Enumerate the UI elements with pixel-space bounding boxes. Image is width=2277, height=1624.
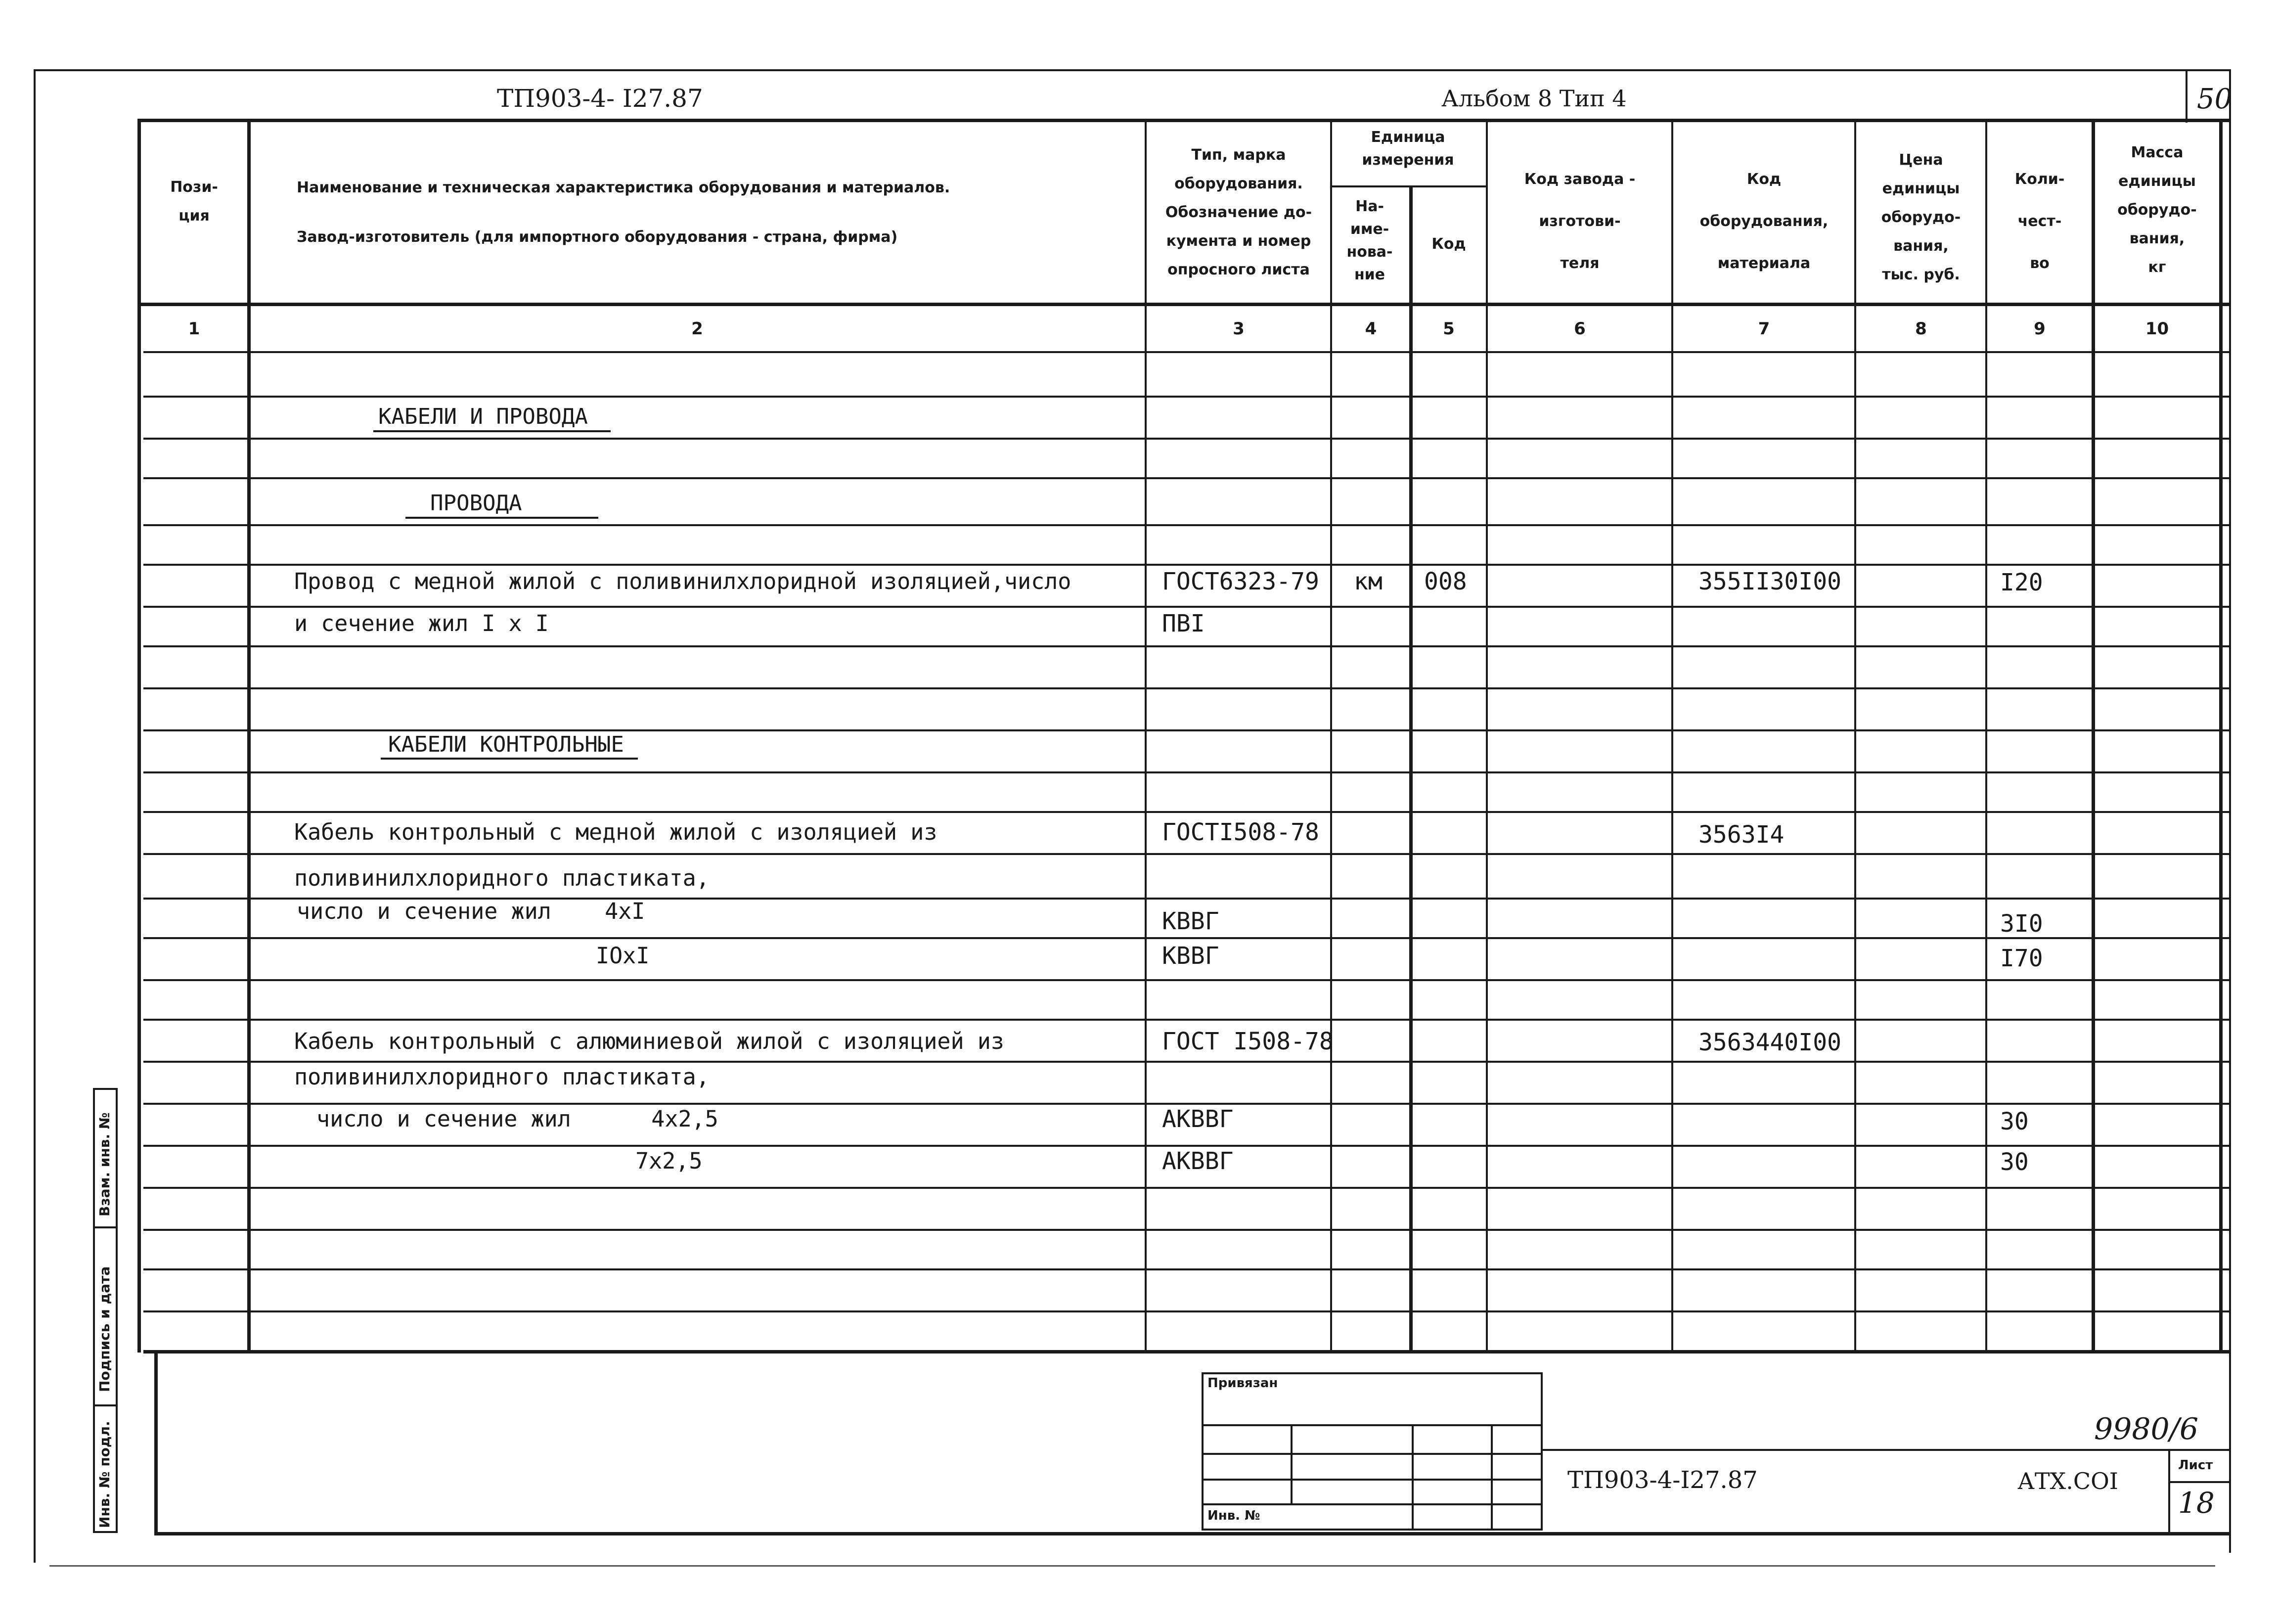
- item-name: 7x2,5: [635, 1148, 703, 1174]
- item-type: ГОСТ I508-78: [1162, 1028, 1334, 1055]
- row-line: [143, 645, 2229, 647]
- inv-number-label: Инв. №: [1207, 1508, 1260, 1523]
- title-block-left: [154, 1350, 158, 1533]
- table-top: [137, 119, 2229, 122]
- frame-left: [34, 69, 36, 1563]
- row-line: [143, 1268, 2229, 1270]
- colnum-bottom: [143, 351, 2229, 353]
- header-unit: Единица измерения: [1362, 129, 1454, 169]
- row-line: [143, 606, 2229, 608]
- header-position: Пози- ция: [170, 179, 218, 225]
- col-number: 2: [691, 319, 703, 339]
- stamp-top: [1543, 1449, 2229, 1451]
- privyazan-label: Привязан: [1207, 1376, 1278, 1391]
- section-underline: [405, 517, 598, 519]
- item-name: Кабель контрольный с медной жилой с изоляцией из: [294, 819, 938, 845]
- title-block-bottom: [154, 1532, 2229, 1535]
- col-line: [1985, 119, 1987, 1353]
- row-line: [143, 979, 2229, 981]
- section-title-cables-wires: КАБЕЛИ И ПРОВОДА: [378, 404, 588, 429]
- col-number: 9: [2034, 319, 2046, 339]
- item-unit: км: [1354, 568, 1383, 595]
- item-type: КВВГ: [1162, 907, 1219, 935]
- item-type: АКВВГ: [1162, 1105, 1234, 1133]
- frame-right: [2229, 69, 2231, 1553]
- col-line: [1486, 119, 1488, 1353]
- col-line: [2092, 119, 2095, 1353]
- frame-top: [34, 69, 2229, 71]
- header-price: Цена единицы оборудо- вания, тыс. руб.: [1881, 151, 1961, 283]
- col-line-right: [2219, 119, 2223, 1353]
- col-line: [1671, 119, 1673, 1353]
- page-number: 50: [2197, 83, 2232, 115]
- col-number: 3: [1233, 319, 1245, 339]
- col-number: 1: [188, 319, 200, 339]
- col-number: 4: [1365, 319, 1377, 339]
- item-type: ПВI: [1162, 610, 1205, 637]
- item-type: ГОСТ6323-79: [1162, 568, 1319, 595]
- row-line: [143, 687, 2229, 689]
- row-line: [143, 771, 2229, 773]
- row-line: [143, 853, 2229, 855]
- col-line: [1330, 119, 1332, 1353]
- item-material-code: 3563I4: [1698, 821, 1785, 849]
- col-number: 7: [1758, 319, 1770, 339]
- row-line: [143, 1103, 2229, 1105]
- col-line: [1145, 119, 1147, 1353]
- row-line: [143, 564, 2229, 566]
- row-line: [143, 477, 2229, 479]
- row-line: [143, 1061, 2229, 1063]
- header-type: Тип, марка оборудования. Обозначение до- кумента и номер опросного листа: [1165, 146, 1312, 278]
- item-name: поливинилхлоридного пластиката,: [294, 865, 710, 891]
- item-material-code: 3563440I00: [1698, 1029, 1841, 1056]
- section-underline: [381, 758, 638, 760]
- col-number: 6: [1574, 319, 1586, 339]
- item-quantity: 3I0: [2000, 910, 2043, 938]
- header-mass: Масса единицы оборудо- вания, кг: [2117, 144, 2197, 276]
- side-label-podpis: Подпись и дата: [96, 1266, 113, 1392]
- item-name: число и сечение жил 4x2,5: [316, 1106, 718, 1132]
- page-num-box-left: [2186, 69, 2188, 123]
- col-number: 10: [2145, 319, 2169, 339]
- item-type: АКВВГ: [1162, 1147, 1234, 1175]
- header-unit-name: На- име- нова- ние: [1346, 198, 1393, 283]
- row-line: [143, 811, 2229, 813]
- page-bottom-edge: [49, 1565, 2215, 1567]
- header-quantity: Коли- чест- во: [2014, 171, 2065, 272]
- header-maker-code: Код завода - изготови- теля: [1524, 171, 1636, 272]
- item-quantity: I70: [2000, 945, 2043, 972]
- row-line: [143, 1019, 2229, 1021]
- section-title-control-cables: КАБЕЛИ КОНТРОЛЬНЫЕ: [388, 732, 624, 757]
- row-line: [143, 1187, 2229, 1189]
- unit-split: [1330, 185, 1486, 187]
- row-line: [143, 1310, 2229, 1312]
- table-bottom: [143, 1350, 2229, 1353]
- header-bottom: [137, 303, 2229, 306]
- col-line: [1409, 185, 1413, 1353]
- item-name: Кабель контрольный с алюминиевой жилой с изоляцией из: [294, 1028, 1004, 1054]
- archive-number: 9980/6: [2094, 1412, 2199, 1446]
- item-name: IOxI: [596, 943, 650, 969]
- row-line: [143, 524, 2229, 526]
- side-label-inv-podl: Инв. № подл.: [96, 1421, 113, 1528]
- section-underline: [373, 430, 611, 432]
- item-name: поливинилхлоридного пластиката,: [294, 1064, 710, 1090]
- item-quantity: 30: [2000, 1108, 2029, 1135]
- item-name: и сечение жил I x I: [294, 610, 549, 636]
- item-type: КВВГ: [1162, 942, 1219, 970]
- row-line: [143, 1145, 2229, 1147]
- sheet-box-left: [2168, 1449, 2170, 1533]
- sheet-box-split: [2168, 1481, 2229, 1483]
- row-line: [143, 1229, 2229, 1231]
- row-line: [143, 937, 2229, 939]
- side-label-vzam: Взам. инв. №: [96, 1112, 113, 1217]
- sheet-label: Лист: [2178, 1458, 2213, 1473]
- privyazan-col: [1291, 1424, 1293, 1503]
- side-strip-split: [93, 1226, 118, 1228]
- side-strip-split: [93, 1404, 118, 1406]
- item-name: Провод с медной жилой с поливинилхлоридной изоляцией,число: [294, 568, 1072, 594]
- sheet-number: 18: [2178, 1486, 2215, 1520]
- privyazan-col: [1491, 1424, 1493, 1531]
- header-material-code: Код оборудования, материала: [1699, 171, 1829, 272]
- header-name: Наименование и техническая характеристика оборудования и материалов. Завод-изготовитель (для импортного оборудования - страна, фирма): [297, 179, 950, 246]
- privyazan-col: [1412, 1424, 1414, 1531]
- row-line: [143, 438, 2229, 440]
- row-line: [143, 396, 2229, 398]
- item-type: ГОСТI508-78: [1162, 818, 1319, 846]
- col-number: 5: [1443, 319, 1455, 339]
- col-line-left: [137, 119, 141, 1353]
- item-quantity: I20: [2000, 569, 2043, 596]
- sheet-code: АТХ.СОI: [2017, 1468, 2118, 1494]
- title-block-code: ТП903-4-I27.87: [1567, 1466, 1758, 1494]
- section-title-wires: ПРОВОДА: [430, 491, 522, 516]
- header-unit-code: Код: [1431, 235, 1466, 253]
- item-name: число и сечение жил 4xI: [297, 898, 645, 924]
- item-material-code: 355II30I00: [1698, 568, 1841, 595]
- col-line: [247, 119, 251, 1353]
- item-quantity: 30: [2000, 1148, 2029, 1176]
- document-code-top: ТП903-4- I27.87: [497, 84, 703, 113]
- album-label: Альбом 8 Тип 4: [1441, 85, 1627, 112]
- col-line: [1854, 119, 1856, 1353]
- col-number: 8: [1915, 319, 1927, 339]
- item-unit-code: 008: [1424, 568, 1467, 595]
